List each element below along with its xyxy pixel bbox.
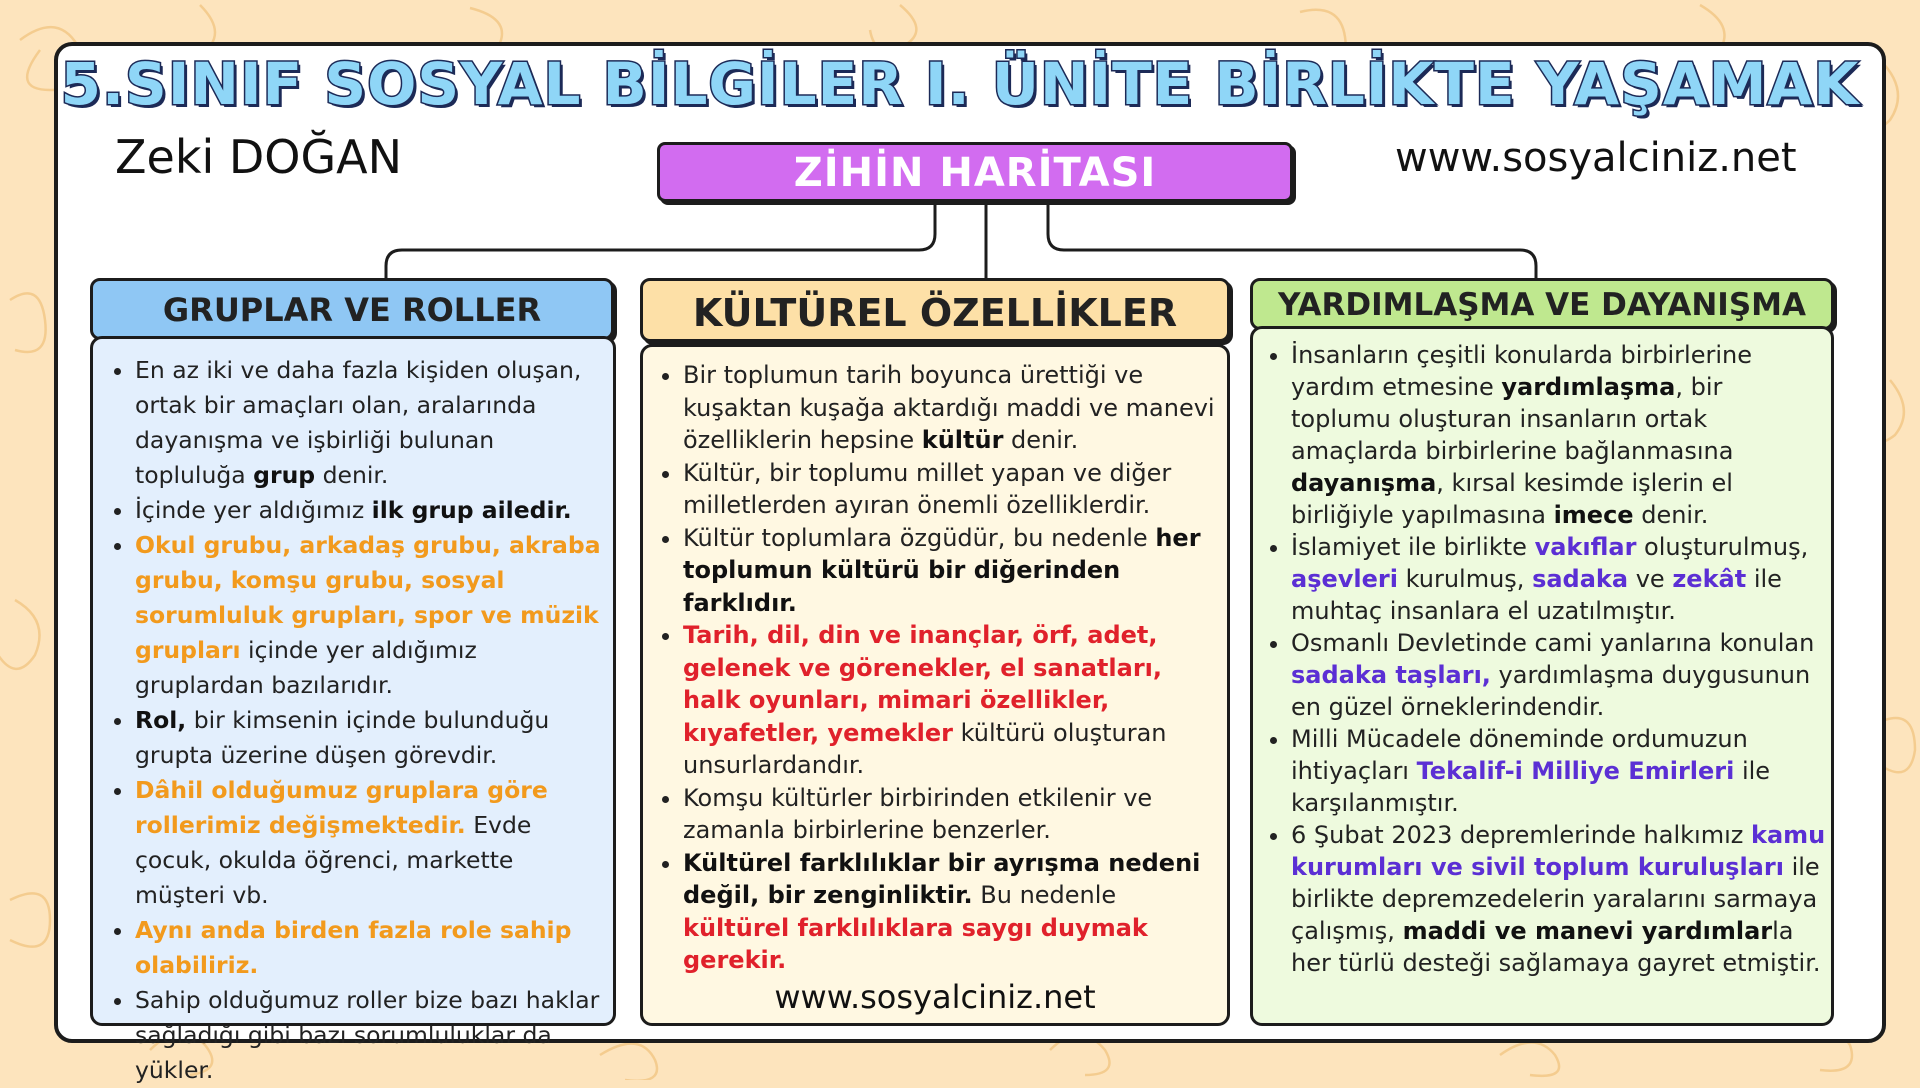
list-item: • En az iki ve daha fazla kişiden oluşan, ortak bir amaçları olan, aralarında dayanışma ve işbirliği bulunan topluluğa grup denir.	[135, 353, 605, 493]
author-name: Zeki DOĞAN	[115, 130, 403, 184]
list-item: • İnsanların çeşitli konularda birbirlerine yardım etmesine yardımlaşma, bir toplumu oluşturan insanların ortak amaçlarda birbirlerine bağlanmasına dayanışma, kırsal kesimde işlerin el birliğiyle yapılmasına imece denir.	[1291, 339, 1827, 531]
list-item: • Kültürel farklılıklar bir ayrışma nedeni değil, bir zenginliktir. Bu nedenle kültürel farklılıklara saygı duymak gerekir.	[683, 847, 1221, 977]
list-item: • Dâhil olduğumuz gruplara göre rollerimiz değişmektedir. Evde çocuk, okulda öğrenci, markette müşteri vb.	[135, 773, 605, 913]
page-title: 5.SINIF SOSYAL BİLGİLER I. ÜNİTE BİRLİKTE YAŞAMAK	[60, 50, 1860, 118]
heading-cultural-features: KÜLTÜREL ÖZELLİKLER	[640, 278, 1230, 342]
list-item: • Kültür toplumlara özgüdür, bu nedenle her toplumun kültürü bir diğerinden farklıdır.	[683, 522, 1221, 620]
list-item: • Aynı anda birden fazla role sahip olabiliriz.	[135, 913, 605, 983]
center-box-mind-map: ZİHİN HARİTASI	[657, 142, 1293, 202]
list-item: • Bir toplumun tarih boyunca ürettiği ve kuşaktan kuşağa aktardığı maddi ve manevi özelliklerin hepsine kültür denir.	[683, 359, 1221, 457]
solidarity-list	[1257, 339, 1827, 979]
cultural-features-panel	[640, 344, 1230, 1026]
list-item: • Tarih, dil, din ve inançlar, örf, adet, gelenek ve görenekler, el sanatları, halk oyunları, mimari özellikler, kıyafetler, yemekler kültürü oluşturan unsurlardandır.	[683, 619, 1221, 782]
list-item: • Sahip olduğumuz roller bize bazı haklar sağladığı gibi bazı sorumluluklar da yükler.	[135, 983, 605, 1088]
list-item: • Komşu kültürler birbirinden etkilenir ve zamanla birbirlerine benzerler.	[683, 782, 1221, 847]
groups-list	[101, 353, 605, 1088]
list-item: • 6 Şubat 2023 depremlerinde halkımız kamu kurumları ve sivil toplum kuruluşları ile birlikte depremzedelerin yaralarını sarmaya çalışmış, maddi ve manevi yardımlarla her türlü desteği sağlamaya gayret etmiştir.	[1291, 819, 1827, 979]
list-item: • Milli Mücadele döneminde ordumuzun ihtiyaçları Tekalif-i Milliye Emirleri ile karşılanmıştır.	[1291, 723, 1827, 819]
list-item: • İçinde yer aldığımız ilk grup ailedir.	[135, 493, 605, 528]
list-item: • İslamiyet ile birlikte vakıflar oluşturulmuş, aşevleri kurulmuş, sadaka ve zekât ile muhtaç insanlara el uzatılmıştır.	[1291, 531, 1827, 627]
heading-groups-and-roles: GRUPLAR VE ROLLER	[90, 278, 614, 340]
solidarity-panel	[1250, 326, 1834, 1026]
heading-solidarity: YARDIMLAŞMA VE DAYANIŞMA	[1250, 278, 1834, 330]
groups-and-roles-panel	[90, 336, 616, 1084]
list-item: • Osmanlı Devletinde cami yanlarına konulan sadaka taşları, yardımlaşma duygusunun en güzel örneklerindendir.	[1291, 627, 1827, 723]
list-item: • Kültür, bir toplumu millet yapan ve diğer milletlerden ayıran önemli özelliklerdir.	[683, 457, 1221, 522]
list-item: • Rol, bir kimsenin içinde bulunduğu grupta üzerine düşen görevdir.	[135, 703, 605, 773]
list-item: • Okul grubu, arkadaş grubu, akraba grubu, komşu grubu, sosyal sorumluluk grupları, spor ve müzik grupları içinde yer aldığımız gruplardan bazılarıdır.	[135, 528, 605, 703]
website-link-bottom[interactable]: www.sosyalciniz.net	[774, 978, 1096, 1016]
website-link-top[interactable]: www.sosyalciniz.net	[1395, 135, 1797, 181]
culture-list	[649, 359, 1221, 977]
